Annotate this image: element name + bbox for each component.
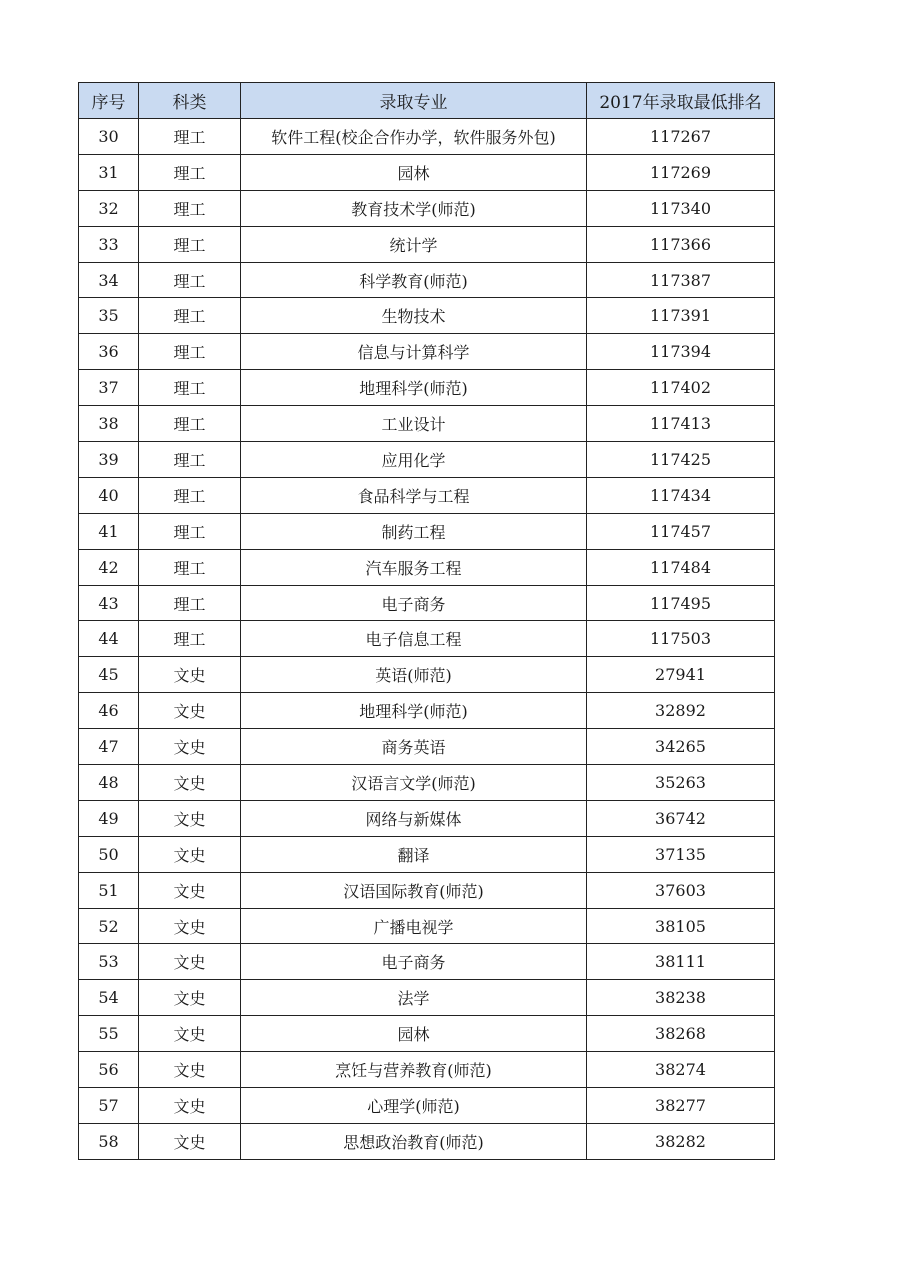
table-row <box>79 944 775 980</box>
cell-serial-number: 54 <box>79 980 139 1016</box>
cell-subject-category: 理工 <box>139 585 241 621</box>
cell-major: 汉语国际教育(师范) <box>241 872 587 908</box>
cell-subject-category: 理工 <box>139 262 241 298</box>
cell-major: 思想政治教育(师范) <box>241 1123 587 1159</box>
cell-serial-number: 46 <box>79 693 139 729</box>
cell-serial-number: 56 <box>79 1052 139 1088</box>
cell-lowest-rank: 38105 <box>587 908 775 944</box>
header-serial-number: 序号 <box>79 83 139 119</box>
cell-lowest-rank: 117267 <box>587 119 775 155</box>
table-row <box>79 477 775 513</box>
cell-lowest-rank: 37603 <box>587 872 775 908</box>
cell-lowest-rank: 117387 <box>587 262 775 298</box>
table-row <box>79 262 775 298</box>
table-row <box>79 657 775 693</box>
cell-major: 统计学 <box>241 226 587 262</box>
cell-serial-number: 43 <box>79 585 139 621</box>
cell-subject-category: 理工 <box>139 513 241 549</box>
cell-lowest-rank: 117269 <box>587 154 775 190</box>
table-header-row <box>79 83 775 119</box>
cell-serial-number: 45 <box>79 657 139 693</box>
table-row <box>79 908 775 944</box>
cell-major: 园林 <box>241 1016 587 1052</box>
table-row <box>79 549 775 585</box>
table-row <box>79 621 775 657</box>
cell-lowest-rank: 117340 <box>587 190 775 226</box>
cell-serial-number: 49 <box>79 800 139 836</box>
cell-lowest-rank: 117434 <box>587 477 775 513</box>
cell-subject-category: 理工 <box>139 442 241 478</box>
cell-major: 电子商务 <box>241 585 587 621</box>
cell-major: 烹饪与营养教育(师范) <box>241 1052 587 1088</box>
table-row <box>79 800 775 836</box>
table-body <box>79 119 775 1160</box>
cell-major: 制药工程 <box>241 513 587 549</box>
admission-ranking-table <box>78 82 775 1160</box>
cell-serial-number: 37 <box>79 370 139 406</box>
cell-serial-number: 38 <box>79 406 139 442</box>
cell-lowest-rank: 117366 <box>587 226 775 262</box>
cell-serial-number: 42 <box>79 549 139 585</box>
table-row <box>79 119 775 155</box>
cell-lowest-rank: 38282 <box>587 1123 775 1159</box>
cell-serial-number: 47 <box>79 729 139 765</box>
cell-subject-category: 文史 <box>139 765 241 801</box>
table-row <box>79 872 775 908</box>
cell-lowest-rank: 117425 <box>587 442 775 478</box>
cell-major: 翻译 <box>241 836 587 872</box>
table-row <box>79 298 775 334</box>
cell-subject-category: 理工 <box>139 226 241 262</box>
cell-major: 工业设计 <box>241 406 587 442</box>
cell-serial-number: 58 <box>79 1123 139 1159</box>
cell-lowest-rank: 27941 <box>587 657 775 693</box>
table-row <box>79 729 775 765</box>
cell-major: 软件工程(校企合作办学，软件服务外包) <box>241 119 587 155</box>
cell-subject-category: 理工 <box>139 370 241 406</box>
cell-serial-number: 33 <box>79 226 139 262</box>
table-row <box>79 370 775 406</box>
cell-subject-category: 文史 <box>139 836 241 872</box>
cell-major: 地理科学(师范) <box>241 370 587 406</box>
cell-lowest-rank: 34265 <box>587 729 775 765</box>
cell-major: 教育技术学(师范) <box>241 190 587 226</box>
table-row <box>79 1123 775 1159</box>
cell-serial-number: 40 <box>79 477 139 513</box>
cell-subject-category: 理工 <box>139 406 241 442</box>
cell-subject-category: 文史 <box>139 1016 241 1052</box>
table-row <box>79 442 775 478</box>
table-row <box>79 1016 775 1052</box>
cell-serial-number: 50 <box>79 836 139 872</box>
cell-lowest-rank: 117457 <box>587 513 775 549</box>
header-major: 录取专业 <box>241 83 587 119</box>
cell-major: 电子信息工程 <box>241 621 587 657</box>
header-subject-category: 科类 <box>139 83 241 119</box>
cell-subject-category: 文史 <box>139 693 241 729</box>
cell-subject-category: 文史 <box>139 800 241 836</box>
document-page <box>78 82 775 1160</box>
cell-major: 广播电视学 <box>241 908 587 944</box>
cell-major: 商务英语 <box>241 729 587 765</box>
cell-serial-number: 35 <box>79 298 139 334</box>
cell-serial-number: 41 <box>79 513 139 549</box>
table-row <box>79 980 775 1016</box>
cell-subject-category: 文史 <box>139 1052 241 1088</box>
cell-major: 英语(师范) <box>241 657 587 693</box>
cell-major: 园林 <box>241 154 587 190</box>
cell-lowest-rank: 32892 <box>587 693 775 729</box>
cell-subject-category: 理工 <box>139 298 241 334</box>
cell-lowest-rank: 38268 <box>587 1016 775 1052</box>
cell-major: 汉语言文学(师范) <box>241 765 587 801</box>
cell-serial-number: 30 <box>79 119 139 155</box>
table-row <box>79 693 775 729</box>
cell-lowest-rank: 117402 <box>587 370 775 406</box>
cell-serial-number: 57 <box>79 1088 139 1124</box>
cell-major: 网络与新媒体 <box>241 800 587 836</box>
cell-subject-category: 理工 <box>139 621 241 657</box>
cell-serial-number: 55 <box>79 1016 139 1052</box>
cell-major: 食品科学与工程 <box>241 477 587 513</box>
cell-subject-category: 文史 <box>139 1123 241 1159</box>
table-row <box>79 836 775 872</box>
cell-lowest-rank: 117413 <box>587 406 775 442</box>
table-row <box>79 513 775 549</box>
table-row <box>79 154 775 190</box>
cell-lowest-rank: 117391 <box>587 298 775 334</box>
cell-serial-number: 32 <box>79 190 139 226</box>
cell-serial-number: 52 <box>79 908 139 944</box>
cell-lowest-rank: 37135 <box>587 836 775 872</box>
cell-subject-category: 文史 <box>139 908 241 944</box>
cell-subject-category: 理工 <box>139 119 241 155</box>
cell-major: 法学 <box>241 980 587 1016</box>
cell-lowest-rank: 36742 <box>587 800 775 836</box>
cell-lowest-rank: 38238 <box>587 980 775 1016</box>
cell-major: 心理学(师范) <box>241 1088 587 1124</box>
cell-subject-category: 理工 <box>139 154 241 190</box>
cell-lowest-rank: 35263 <box>587 765 775 801</box>
cell-subject-category: 理工 <box>139 190 241 226</box>
table-row <box>79 765 775 801</box>
table-row <box>79 406 775 442</box>
cell-subject-category: 文史 <box>139 872 241 908</box>
cell-subject-category: 理工 <box>139 334 241 370</box>
cell-serial-number: 44 <box>79 621 139 657</box>
cell-lowest-rank: 117503 <box>587 621 775 657</box>
cell-subject-category: 文史 <box>139 980 241 1016</box>
cell-major: 信息与计算科学 <box>241 334 587 370</box>
cell-serial-number: 51 <box>79 872 139 908</box>
header-lowest-rank-2017: 2017年录取最低排名 <box>587 83 775 119</box>
cell-subject-category: 文史 <box>139 944 241 980</box>
cell-lowest-rank: 38274 <box>587 1052 775 1088</box>
cell-major: 科学教育(师范) <box>241 262 587 298</box>
cell-serial-number: 36 <box>79 334 139 370</box>
cell-major: 地理科学(师范) <box>241 693 587 729</box>
cell-serial-number: 34 <box>79 262 139 298</box>
cell-lowest-rank: 117394 <box>587 334 775 370</box>
table-row <box>79 190 775 226</box>
cell-serial-number: 39 <box>79 442 139 478</box>
cell-subject-category: 文史 <box>139 1088 241 1124</box>
cell-serial-number: 53 <box>79 944 139 980</box>
cell-major: 汽车服务工程 <box>241 549 587 585</box>
table-row <box>79 334 775 370</box>
cell-subject-category: 文史 <box>139 657 241 693</box>
cell-serial-number: 31 <box>79 154 139 190</box>
cell-lowest-rank: 38111 <box>587 944 775 980</box>
cell-lowest-rank: 38277 <box>587 1088 775 1124</box>
table-row <box>79 226 775 262</box>
cell-major: 生物技术 <box>241 298 587 334</box>
cell-subject-category: 理工 <box>139 477 241 513</box>
cell-subject-category: 理工 <box>139 549 241 585</box>
table-row <box>79 1088 775 1124</box>
cell-serial-number: 48 <box>79 765 139 801</box>
cell-lowest-rank: 117495 <box>587 585 775 621</box>
cell-lowest-rank: 117484 <box>587 549 775 585</box>
cell-subject-category: 文史 <box>139 729 241 765</box>
cell-major: 电子商务 <box>241 944 587 980</box>
cell-major: 应用化学 <box>241 442 587 478</box>
table-row <box>79 1052 775 1088</box>
table-row <box>79 585 775 621</box>
